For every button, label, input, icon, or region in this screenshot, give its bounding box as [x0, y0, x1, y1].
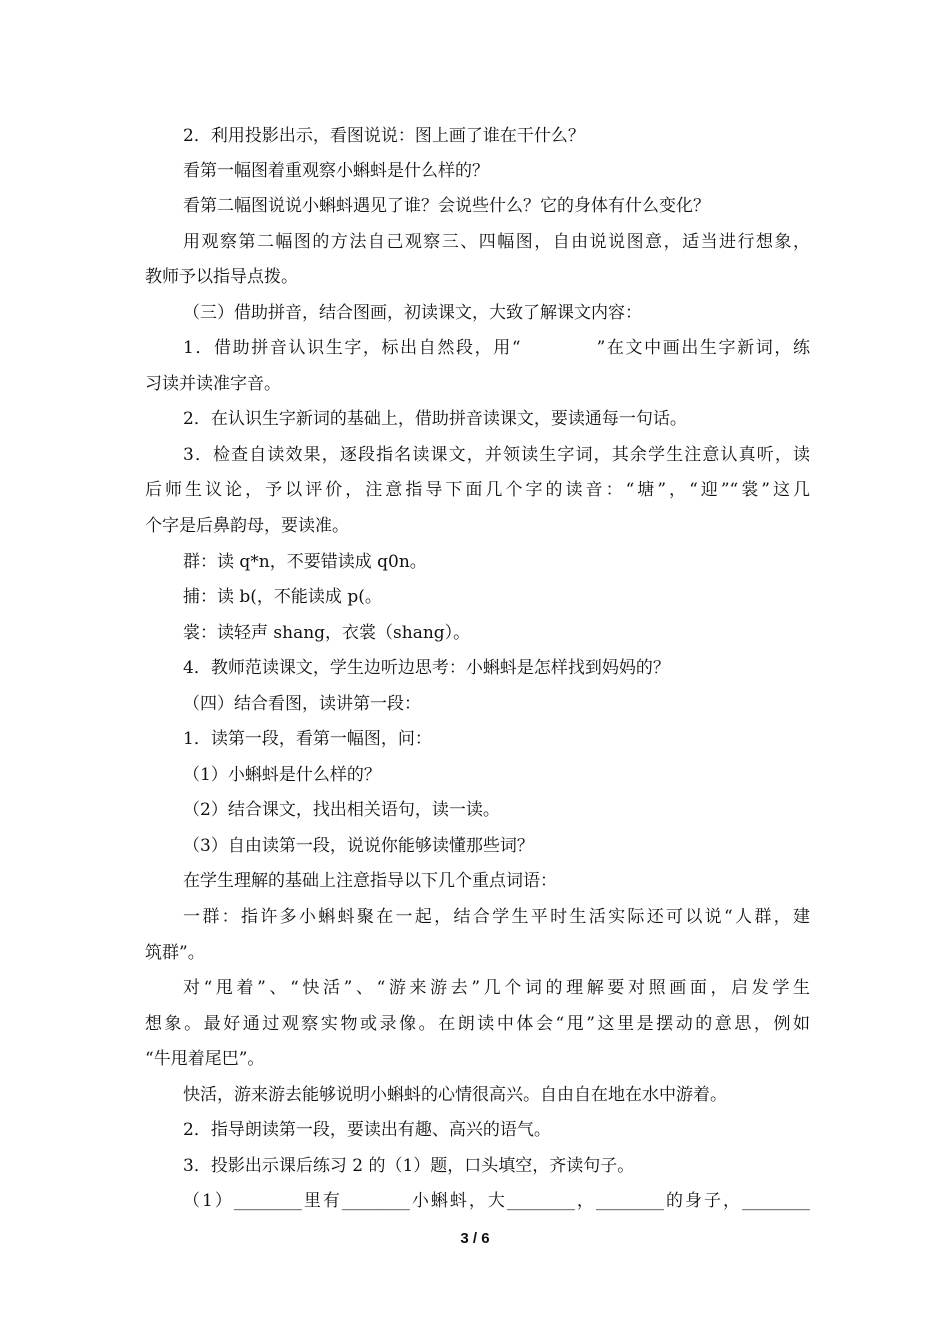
paragraph-line: 2．利用投影出示，看图说说：图上画了谁在干什么？ [183, 126, 585, 146]
paragraph-line: 用观察第二幅图的方法自己观察三、四幅图，自由说说图意，适当进行想象， [183, 232, 810, 252]
paragraph-line: 2．在认识生字新词的基础上，借助拼音读课文，要读通每一句话。 [183, 409, 687, 429]
page-number: 3 / 6 [460, 1230, 490, 1247]
paragraph-line: 1．读第一段，看第一幅图，问： [183, 729, 432, 749]
section-heading: （三）借助拼音，结合图画，初读课文，大致了解课文内容： [183, 303, 642, 323]
paragraph-line: 在学生理解的基础上注意指导以下几个重点词语： [183, 871, 557, 891]
paragraph-line: 对“甩着”、“快活”、“游来游去”几个词的理解要对照画面，启发学生 [183, 978, 810, 998]
paragraph-line: 裳：读轻声 shang，衣裳（shang）。 [183, 623, 471, 643]
paragraph-line: （3）自由读第一段，说说你能够读懂那些词？ [183, 836, 534, 856]
paragraph-line: 群：读 q*n，不要错读成 q0n。 [183, 552, 427, 572]
paragraph-line: 2．指导朗读第一段，要读出有趣、高兴的语气。 [183, 1120, 551, 1140]
paragraph-line: 习读并读准字音。 [145, 374, 281, 394]
paragraph-line: 捕：读 b(，不能读成 p(。 [183, 587, 382, 607]
paragraph-line: 3．检查自读效果，逐段指名读课文，并领读生字词，其余学生注意认真听，读 [183, 445, 810, 465]
paragraph-line: 看第一幅图着重观察小蝌蚪是什么样的？ [183, 161, 489, 181]
paragraph-line: （1）小蝌蚪是什么样的？ [183, 765, 381, 785]
paragraph-line: 后师生议论，予以评价，注意指导下面几个字的读音：“塘”，“迎”“裳”这几 [145, 480, 810, 500]
paragraph-line: 一群：指许多小蝌蚪聚在一起，结合学生平时生活实际还可以说“人群，建 [183, 907, 810, 927]
paragraph-line: 快活，游来游去能够说明小蝌蚪的心情很高兴。自由自在地在水中游着。 [183, 1085, 727, 1105]
fill-in-blank-line: （1）________里有________小蝌蚪，大________，________的身子，________ [183, 1191, 810, 1211]
paragraph-line: 筑群”。 [145, 943, 205, 963]
paragraph-line: 看第二幅图说说小蝌蚪遇见了谁？会说些什么？它的身体有什么变化？ [183, 196, 710, 216]
paragraph-line: 4．教师范读课文，学生边听边思考：小蝌蚪是怎样找到妈妈的？ [183, 658, 670, 678]
paragraph-line: 3．投影出示课后练习 2 的（1）题，口头填空，齐读句子。 [183, 1156, 635, 1176]
paragraph-line: “牛甩着尾巴”。 [145, 1049, 265, 1069]
section-heading: （四）结合看图，读讲第一段： [183, 694, 421, 714]
paragraph-line: 想象。最好通过观察实物或录像。在朗读中体会“甩”这里是摆动的意思，例如 [145, 1014, 810, 1034]
paragraph-line: 1．借助拼音认识生字，标出自然段，用“ ”在文中画出生字新词，练 [183, 338, 810, 358]
paragraph-line: 教师予以指导点拨。 [145, 267, 298, 287]
paragraph-line: 个字是后鼻韵母，要读准。 [145, 516, 349, 536]
paragraph-line: （2）结合课文，找出相关语句，读一读。 [183, 800, 500, 820]
